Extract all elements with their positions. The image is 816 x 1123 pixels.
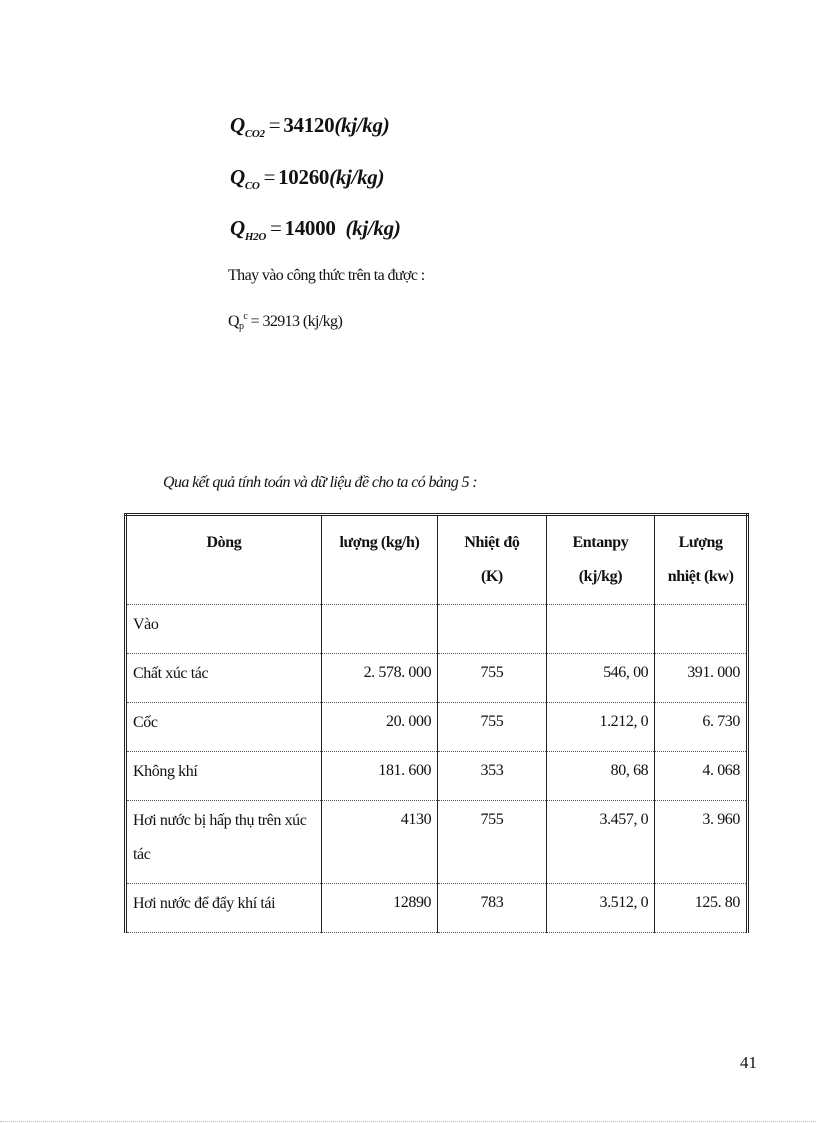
header-dong bbox=[126, 515, 322, 605]
row-name: Chất xúc tác bbox=[126, 654, 322, 703]
table-caption: Qua kết quả tính toán và dữ liệu đề cho ta có bảng 5 : bbox=[163, 474, 478, 491]
row-flow: 2. 578. 000 bbox=[321, 654, 437, 703]
row-name: Hơi nước để đẩy khí tái bbox=[126, 884, 322, 933]
row-flow bbox=[321, 605, 437, 654]
header-luong bbox=[321, 515, 437, 605]
row-enthalpy: 3.512, 0 bbox=[546, 884, 655, 933]
row-flow: 181. 600 bbox=[321, 752, 437, 801]
header-entanpy-line2: (kj/kg) bbox=[578, 568, 623, 585]
row-heat bbox=[655, 605, 748, 654]
header-luong-nhiet bbox=[655, 515, 748, 605]
header-entanpy-line1: Entanpy bbox=[572, 534, 629, 551]
row-flow: 20. 000 bbox=[321, 703, 437, 752]
header-luong-nhiet-line2: nhiệt (kw) bbox=[667, 568, 734, 585]
equation-equals: = bbox=[268, 113, 281, 137]
equation-value: 10260 bbox=[278, 165, 330, 189]
row-enthalpy bbox=[546, 605, 655, 654]
equation-q-co bbox=[230, 165, 384, 192]
footer-divider bbox=[0, 1121, 816, 1122]
table-row bbox=[126, 654, 748, 703]
heat-balance-table bbox=[124, 513, 749, 933]
header-nhiet-do-line2: (K) bbox=[480, 568, 503, 585]
row-name: Không khí bbox=[126, 752, 322, 801]
equation-q-co2 bbox=[230, 113, 389, 140]
table-row bbox=[126, 752, 748, 801]
substitution-text: Thay vào công thức trên ta được : bbox=[228, 267, 425, 284]
equation-value: 14000 bbox=[284, 216, 336, 240]
row-flow: 4130 bbox=[321, 801, 437, 884]
header-nhiet-do bbox=[438, 515, 546, 605]
row-enthalpy: 3.457, 0 bbox=[546, 801, 655, 884]
qpc-superscript: c bbox=[243, 311, 248, 322]
qpc-value: = 32913 (kj/kg) bbox=[247, 313, 343, 330]
row-heat: 4. 068 bbox=[655, 752, 748, 801]
equation-subscript: CO bbox=[244, 180, 260, 192]
qpc-subscript: p bbox=[238, 321, 244, 332]
row-heat: 6. 730 bbox=[655, 703, 748, 752]
qpc-symbol: Q bbox=[228, 313, 239, 330]
table-row bbox=[126, 703, 748, 752]
row-temp bbox=[438, 605, 546, 654]
header-luong-nhiet-line1: Lượng bbox=[678, 534, 723, 551]
row-name: Vào bbox=[126, 605, 322, 654]
equation-symbol: Q bbox=[230, 216, 245, 240]
equation-unit: (kj/kg) bbox=[345, 216, 401, 240]
row-name: Cốc bbox=[126, 703, 322, 752]
row-name: Hơi nước bị hấp thụ trên xúc tác bbox=[126, 801, 322, 884]
row-temp: 755 bbox=[438, 654, 546, 703]
row-heat: 125. 80 bbox=[655, 884, 748, 933]
equation-q-h2o bbox=[230, 216, 401, 243]
equation-symbol: Q bbox=[230, 113, 245, 137]
equation-unit: (kj/kg) bbox=[334, 113, 390, 137]
row-heat: 391. 000 bbox=[655, 654, 748, 703]
header-entanpy bbox=[546, 515, 655, 605]
equation-equals: = bbox=[269, 216, 282, 240]
row-temp: 353 bbox=[438, 752, 546, 801]
equation-symbol: Q bbox=[230, 165, 245, 189]
row-flow: 12890 bbox=[321, 884, 437, 933]
header-nhiet-do-line1: Nhiệt độ bbox=[464, 534, 520, 551]
row-heat: 3. 960 bbox=[655, 801, 748, 884]
row-enthalpy: 546, 00 bbox=[546, 654, 655, 703]
row-temp: 755 bbox=[438, 703, 546, 752]
header-dong-label: Dòng bbox=[206, 534, 242, 551]
header-luong-label: lượng (kg/h) bbox=[339, 534, 420, 551]
equation-unit: (kj/kg) bbox=[329, 165, 385, 189]
table-header-row bbox=[126, 515, 748, 605]
qpc-result bbox=[228, 311, 342, 332]
equation-equals: = bbox=[263, 165, 276, 189]
equation-subscript: H2O bbox=[244, 231, 266, 243]
table-row bbox=[126, 801, 748, 884]
row-temp: 755 bbox=[438, 801, 546, 884]
table-row bbox=[126, 605, 748, 654]
page-number: 41 bbox=[740, 1053, 757, 1072]
row-enthalpy: 1.212, 0 bbox=[546, 703, 655, 752]
equation-subscript: CO2 bbox=[244, 128, 265, 140]
table-row bbox=[126, 884, 748, 933]
row-enthalpy: 80, 68 bbox=[546, 752, 655, 801]
equation-value: 34120 bbox=[283, 113, 335, 137]
row-temp: 783 bbox=[438, 884, 546, 933]
